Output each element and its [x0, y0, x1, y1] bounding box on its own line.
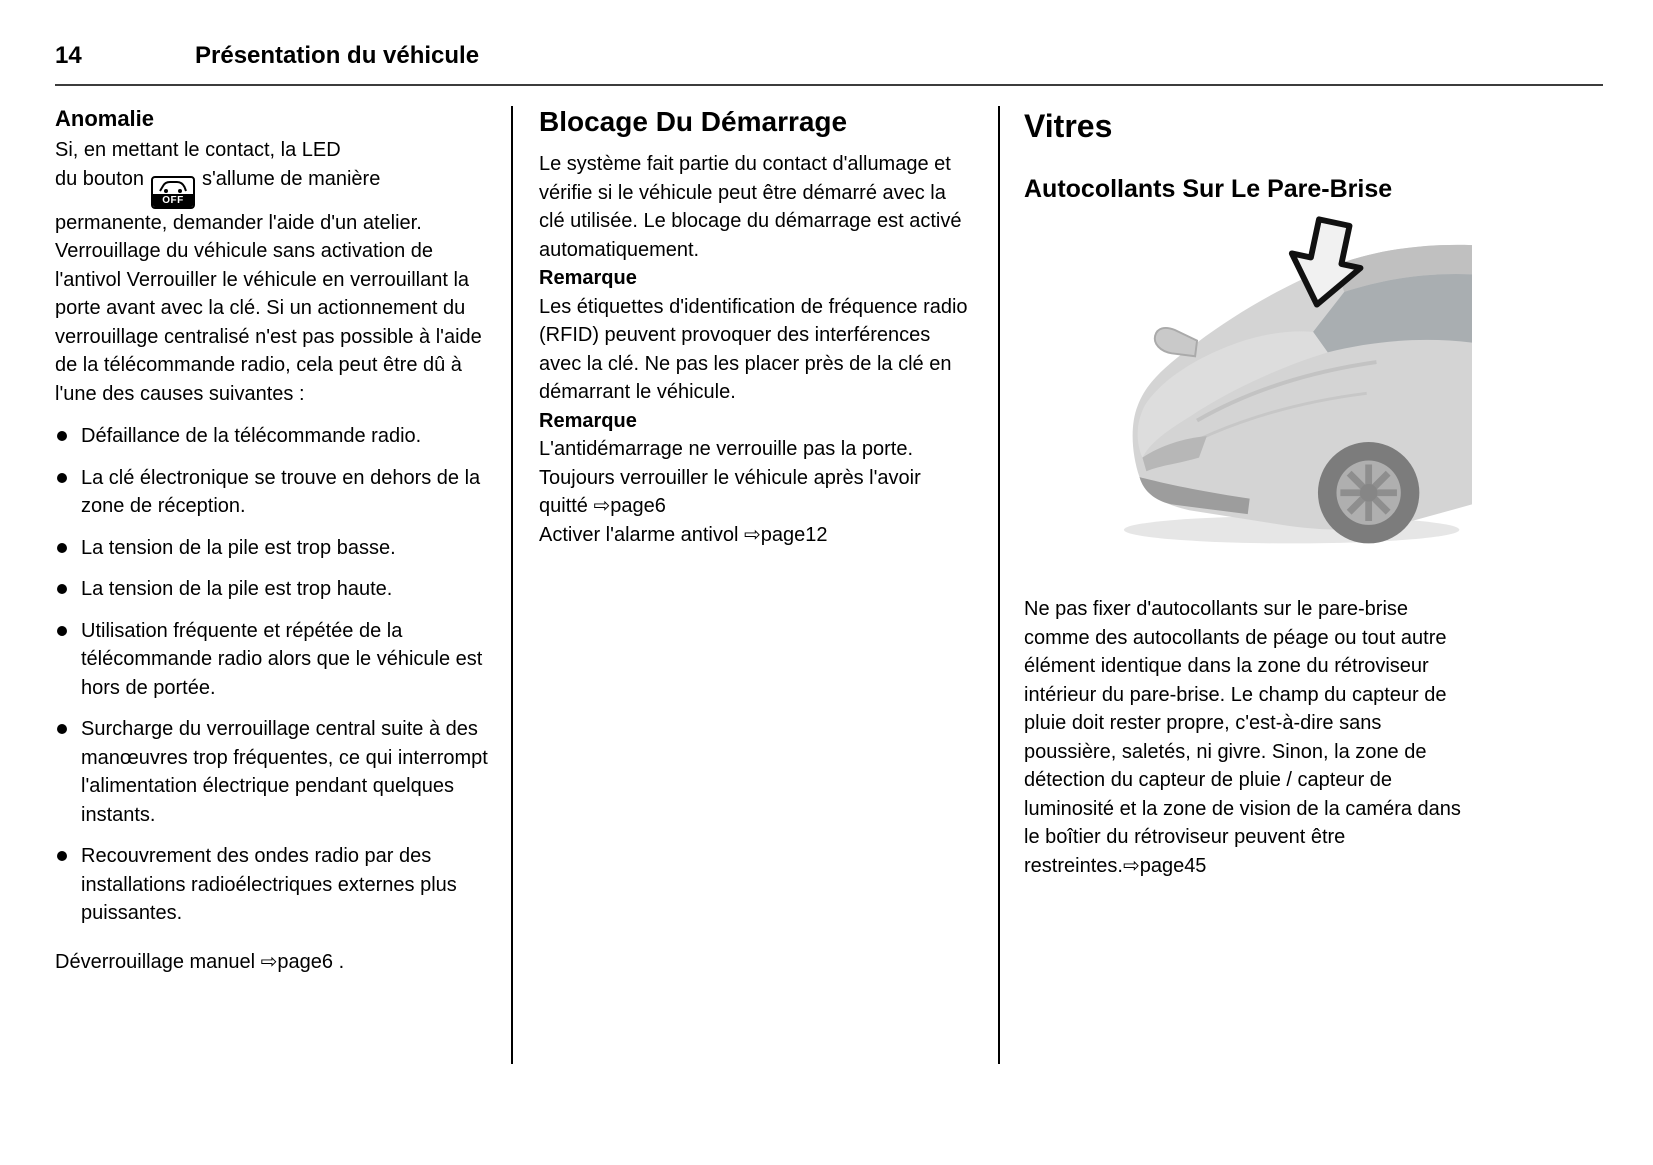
fault-cause-item: Recouvrement des ondes radio par des installations radioélectriques externes plus puissantes.: [55, 842, 491, 928]
windshield-figure: [1082, 212, 1472, 557]
note-label: Remarque: [539, 267, 637, 289]
anomaly-paragraph: [55, 165, 491, 409]
fault-cause-item: Utilisation fréquente et répétée de la télécommande radio alors que le véhicule est hors de portée.: [55, 617, 491, 703]
windshield-text: Ne pas fixer d'autocollants sur le pare-brise comme des autocollants de péage ou tout autre élément identique dans la zone du rétroviseur intérieur du pare-brise. Le champ du capteur de pluie doit rester propre, c'est-à-dire sans poussière, saletés, ni givre. Sinon, la zone de détection du capteur de pluie / capteur de luminosité et la zone de vision de la caméra dans le boîtier du rétroviseur peuvent être restreintes.: [1024, 598, 1461, 877]
manual-unlock-text: Déverrouillage manuel: [55, 950, 261, 973]
content-columns: [55, 86, 1603, 1064]
cross-ref-link-page12[interactable]: ⇨page12: [744, 523, 828, 546]
off-button-label: OFF: [153, 194, 193, 207]
side-mirror: [1155, 328, 1197, 356]
immobilizer-heading: Blocage Du Démarrage: [539, 106, 848, 137]
anomaly-intro-line: Si, en mettant le contact, la LED: [55, 139, 341, 161]
page-number: 14: [55, 42, 82, 69]
manual-unlock-line: [55, 948, 491, 977]
column-windows: [1000, 106, 1603, 880]
anomaly-heading: Anomalie: [55, 106, 155, 131]
fault-cause-item: La tension de la pile est trop haute.: [55, 575, 491, 604]
windshield-paragraph: [1024, 595, 1476, 880]
fault-cause-list: [55, 422, 491, 928]
cross-ref-link-page6[interactable]: ⇨page6: [593, 495, 666, 517]
windows-heading: Vitres: [1024, 108, 1113, 144]
front-wheel: [1318, 442, 1419, 543]
fault-cause-item: Défaillance de la télécommande radio.: [55, 422, 491, 451]
alarm-line: [539, 521, 974, 550]
fault-cause-item: Surcharge du verrouillage central suite à des manœuvres trop fréquentes, ce qui interrompt l'alimentation électrique pendant quelques instants.: [55, 715, 491, 829]
column-immobilizer: [513, 106, 998, 549]
immobilizer-paragraph: Le système fait partie du contact d'allumage et vérifie si le véhicule peut être démarré avec la clé utilisée. Le blocage du démarrage est activé automatiquement.: [539, 153, 962, 261]
chapter-title: Présentation du véhicule: [195, 42, 480, 69]
note-text-rfid: Les étiquettes d'identification de fréquence radio (RFID) peuvent provoquer des interférences avec la clé. Ne pas les placer près de la clé en démarrant le véhicule.: [539, 295, 968, 403]
car-glyph-icon: [158, 180, 188, 193]
cross-ref-link-page45[interactable]: ⇨page45: [1122, 854, 1207, 877]
note-text-lock: [539, 435, 974, 521]
note-label: Remarque: [539, 409, 637, 432]
anomaly-text-before-icon: du bouton: [55, 167, 144, 190]
cross-ref-link-page6[interactable]: ⇨page6: [260, 950, 334, 973]
manual-unlock-suffix: .: [333, 950, 345, 973]
column-anomaly: [55, 106, 511, 976]
alarm-text: Activer l'alarme antivol: [539, 523, 744, 546]
anomaly-text-after-icon: s'allume de manière permanente, demander l'aide d'un atelier. Verrouillage du véhicule sans activation de l'antivol Verrouiller le véhicule en verrouillant la porte avant avec la clé. Si un actionnement du verrouillage centralisé n'est pas possible à l'aide de la télécommande radio, cela peut être dû à l'une des causes suivantes :: [55, 167, 482, 405]
fault-cause-item: La tension de la pile est trop basse.: [55, 534, 491, 563]
fault-cause-item: La clé électronique se trouve en dehors de la zone de réception.: [55, 464, 491, 521]
windshield-stickers-subheading: Autocollants Sur Le Pare-Brise: [1024, 175, 1393, 203]
car-illustration: [1082, 212, 1472, 557]
ignition-off-button-icon: [151, 176, 195, 209]
note-lock-text: L'antidémarrage ne verrouille pas la porte. Toujours verrouiller le véhicule après l'avoir quitté: [539, 438, 921, 517]
page-header: [55, 0, 1603, 86]
